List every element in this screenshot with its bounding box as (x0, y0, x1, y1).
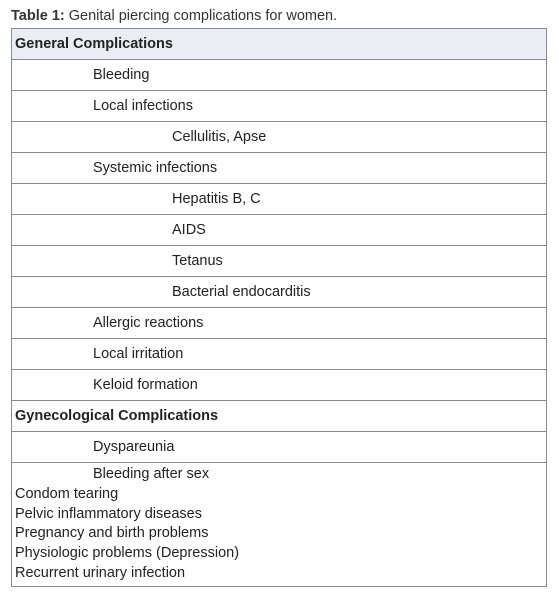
caption-text: Genital piercing complications for women. (68, 8, 338, 24)
list-item: Physiologic problems (Depression) (15, 545, 240, 562)
table-caption (11, 6, 337, 26)
table-row: Cellulitis, Apse (12, 121, 546, 152)
section-header-general: General Complications (12, 28, 546, 59)
table-row: Local infections (12, 90, 546, 121)
table-row: Bacterial endocarditis (12, 276, 546, 307)
complications-table (11, 28, 547, 587)
list-item: Pregnancy and birth problems (15, 525, 209, 542)
list-item: Recurrent urinary infection (15, 564, 186, 581)
list-item: Condom tearing (15, 485, 119, 502)
table-row: Tetanus (12, 245, 546, 276)
table-row-multiline (12, 462, 546, 586)
table-row: AIDS (12, 214, 546, 245)
table-row: Dyspareunia (12, 431, 546, 462)
list-item: Pelvic inflammatory diseases (15, 505, 202, 522)
table-row: Keloid formation (12, 369, 546, 400)
list-item: Bleeding after sex (93, 466, 210, 482)
table-row: Allergic reactions (12, 307, 546, 338)
caption-label: Table 1: (11, 8, 65, 24)
table-row: Systemic infections (12, 152, 546, 183)
section-header-gynecological: Gynecological Complications (12, 400, 546, 431)
table-row: Local irritation (12, 338, 546, 369)
table-row: Bleeding (12, 59, 546, 90)
table-row: Hepatitis B, C (12, 183, 546, 214)
